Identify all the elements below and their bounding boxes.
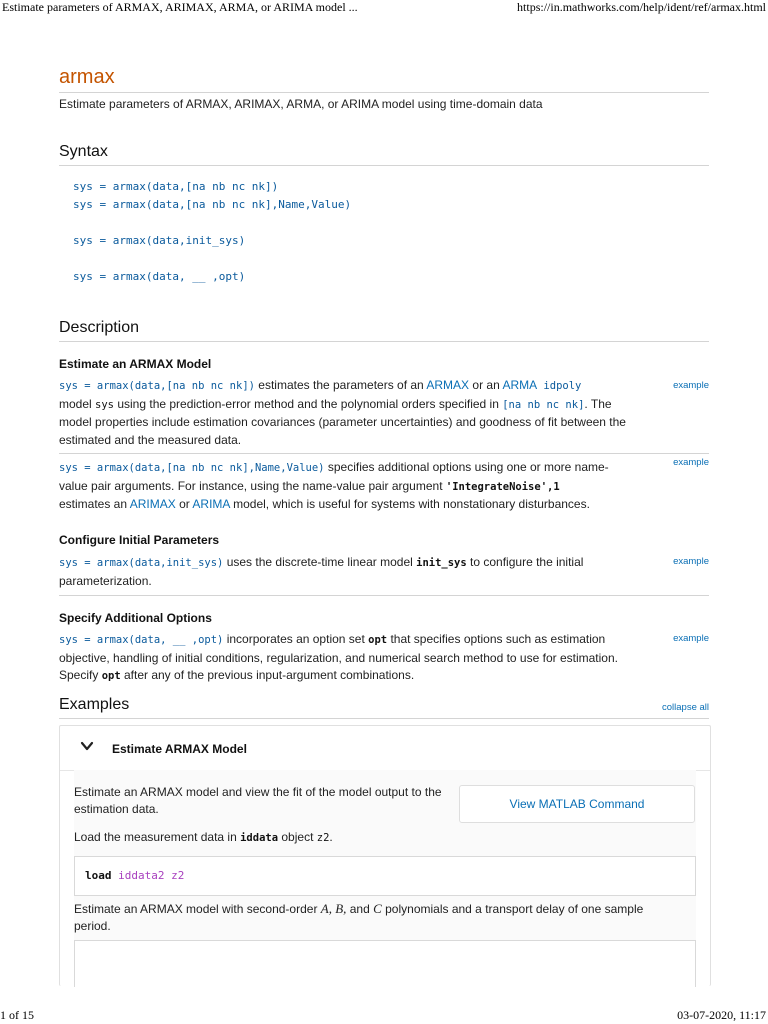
description-paragraph: [59, 554, 637, 590]
text-run: that specifies options such as estimation objective, handling of initial conditions, regularization, and numerical search method to use for estimation. Specify: [59, 632, 618, 682]
description-paragraph: [59, 631, 637, 686]
text-run: or: [175, 497, 193, 511]
description-paragraph: [59, 459, 637, 514]
inline-code: iddata: [240, 832, 279, 844]
title-divider: [59, 92, 709, 93]
page-title: armax: [59, 66, 115, 88]
subsection-heading: Estimate an ARMAX Model: [59, 357, 212, 371]
collapse-all-link[interactable]: collapse all: [662, 702, 709, 713]
arma-link[interactable]: ARMA: [502, 378, 538, 392]
subsection-heading: Configure Initial Parameters: [59, 533, 220, 547]
paragraph-divider: [59, 453, 709, 454]
text-run: incorporates an option set: [223, 632, 369, 646]
text-run: specifies additional options using one or more name-value pair arguments. For instance, using the name-value pair argument: [59, 460, 609, 493]
syntax-call: sys = armax(data, __ ,opt): [59, 634, 224, 646]
text-run: model: [59, 396, 96, 411]
code-block[interactable]: [74, 856, 696, 896]
example-link-2[interactable]: example: [673, 457, 709, 468]
print-header-url: https://in.mathworks.com/help/ident/ref/armax.html: [517, 0, 766, 14]
syntax-line-2[interactable]: sys = armax(data,[na nb nc nk],Name,Value): [73, 198, 352, 211]
inline-code: 'IntegrateNoise',1: [445, 480, 560, 493]
syntax-call: sys = armax(data,init_sys): [59, 557, 224, 569]
arimax-link[interactable]: ARIMAX: [129, 497, 176, 511]
inline-code: opt: [101, 670, 121, 682]
page-number: 1 of 15: [0, 1008, 34, 1022]
code-block[interactable]: [74, 940, 696, 987]
example-panel-title: Estimate ARMAX Model: [112, 742, 247, 756]
inline-code: opt: [368, 634, 388, 646]
view-matlab-command-button[interactable]: View MATLAB Command: [459, 785, 695, 823]
text-run: model, which is useful for systems with nonstationary disturbances.: [229, 497, 590, 511]
print-header: [0, 0, 768, 20]
text-run: uses the discrete-time linear model: [223, 555, 417, 569]
code-keyword: load: [85, 869, 112, 882]
example-panel-body: [74, 770, 696, 986]
code-arg: z2: [171, 869, 185, 882]
syntax-line-4[interactable]: sys = armax(data, __ ,opt): [73, 270, 246, 283]
syntax-divider: [59, 165, 709, 166]
text-run: and: [346, 902, 374, 916]
arima-link[interactable]: ARIMA: [192, 497, 230, 511]
example-link-4[interactable]: example: [673, 633, 709, 644]
syntax-call: sys = armax(data,[na nb nc nk],Name,Value): [59, 462, 325, 474]
print-footer: [0, 1008, 768, 1024]
load-instruction: [74, 829, 694, 847]
code-line: [85, 869, 184, 882]
syntax-line-3[interactable]: sys = armax(data,init_sys): [73, 234, 246, 247]
text-run: . The model properties include estimation covariances (parameter uncertainties) and goodness of fit between the estimated and the measured data.: [59, 396, 626, 447]
example-link-3[interactable]: example: [673, 556, 709, 567]
code-arg: iddata2: [118, 869, 165, 882]
example-panel: [59, 725, 711, 986]
inline-code: init_sys: [416, 557, 467, 569]
inline-code: sys: [95, 398, 114, 411]
armax-link[interactable]: ARMAX: [426, 378, 470, 392]
inline-code: [na nb nc nk]: [502, 398, 585, 411]
print-timestamp: 03-07-2020, 11:17: [677, 1008, 766, 1022]
math-expression: A, B,: [320, 901, 347, 916]
examples-divider: [59, 718, 709, 719]
print-header-title: Estimate parameters of ARMAX, ARIMAX, ARMA, or ARIMA model ...: [2, 0, 358, 14]
example-link-1[interactable]: example: [673, 380, 709, 391]
text-run: Estimate an ARMAX model with second-order: [74, 902, 321, 916]
examples-heading: Examples: [59, 696, 130, 713]
paragraph-divider: [59, 595, 709, 596]
text-run: estimates an: [59, 497, 130, 511]
chevron-down-icon[interactable]: [80, 739, 94, 753]
subsection-heading: Specify Additional Options: [59, 611, 212, 625]
text-run: estimates the parameters of an: [254, 378, 427, 392]
estimate-instruction: [74, 900, 664, 935]
text-run: polynomials and a transport delay of one sample period.: [74, 902, 644, 933]
math-expression: C: [373, 901, 382, 916]
syntax-heading: Syntax: [59, 143, 108, 160]
text-run: to configure the initial parameterization.: [59, 555, 584, 588]
text-run: object: [278, 830, 317, 844]
text-run: using the prediction-error method and the polynomial orders specified in: [114, 396, 503, 411]
description-divider: [59, 341, 709, 342]
description-heading: Description: [59, 319, 140, 336]
page-purpose: Estimate parameters of ARMAX, ARIMAX, ARMA, or ARIMA model using time-domain data: [59, 97, 543, 111]
example-panel-header[interactable]: [60, 726, 710, 771]
inline-code: z2: [316, 832, 330, 844]
text-run: Load the measurement data in: [74, 830, 241, 844]
text-run: or an: [469, 378, 503, 392]
text-run: after any of the previous input-argument combinations.: [120, 668, 415, 682]
text-run: .: [329, 830, 333, 844]
example-intro: Estimate an ARMAX model and view the fit of the model output to the estimation data.: [74, 785, 442, 816]
description-paragraph: [59, 377, 637, 449]
idpoly-link[interactable]: idpoly: [537, 380, 582, 392]
syntax-line-1[interactable]: sys = armax(data,[na nb nc nk]): [73, 180, 279, 193]
syntax-call: sys = armax(data,[na nb nc nk]): [59, 380, 255, 392]
